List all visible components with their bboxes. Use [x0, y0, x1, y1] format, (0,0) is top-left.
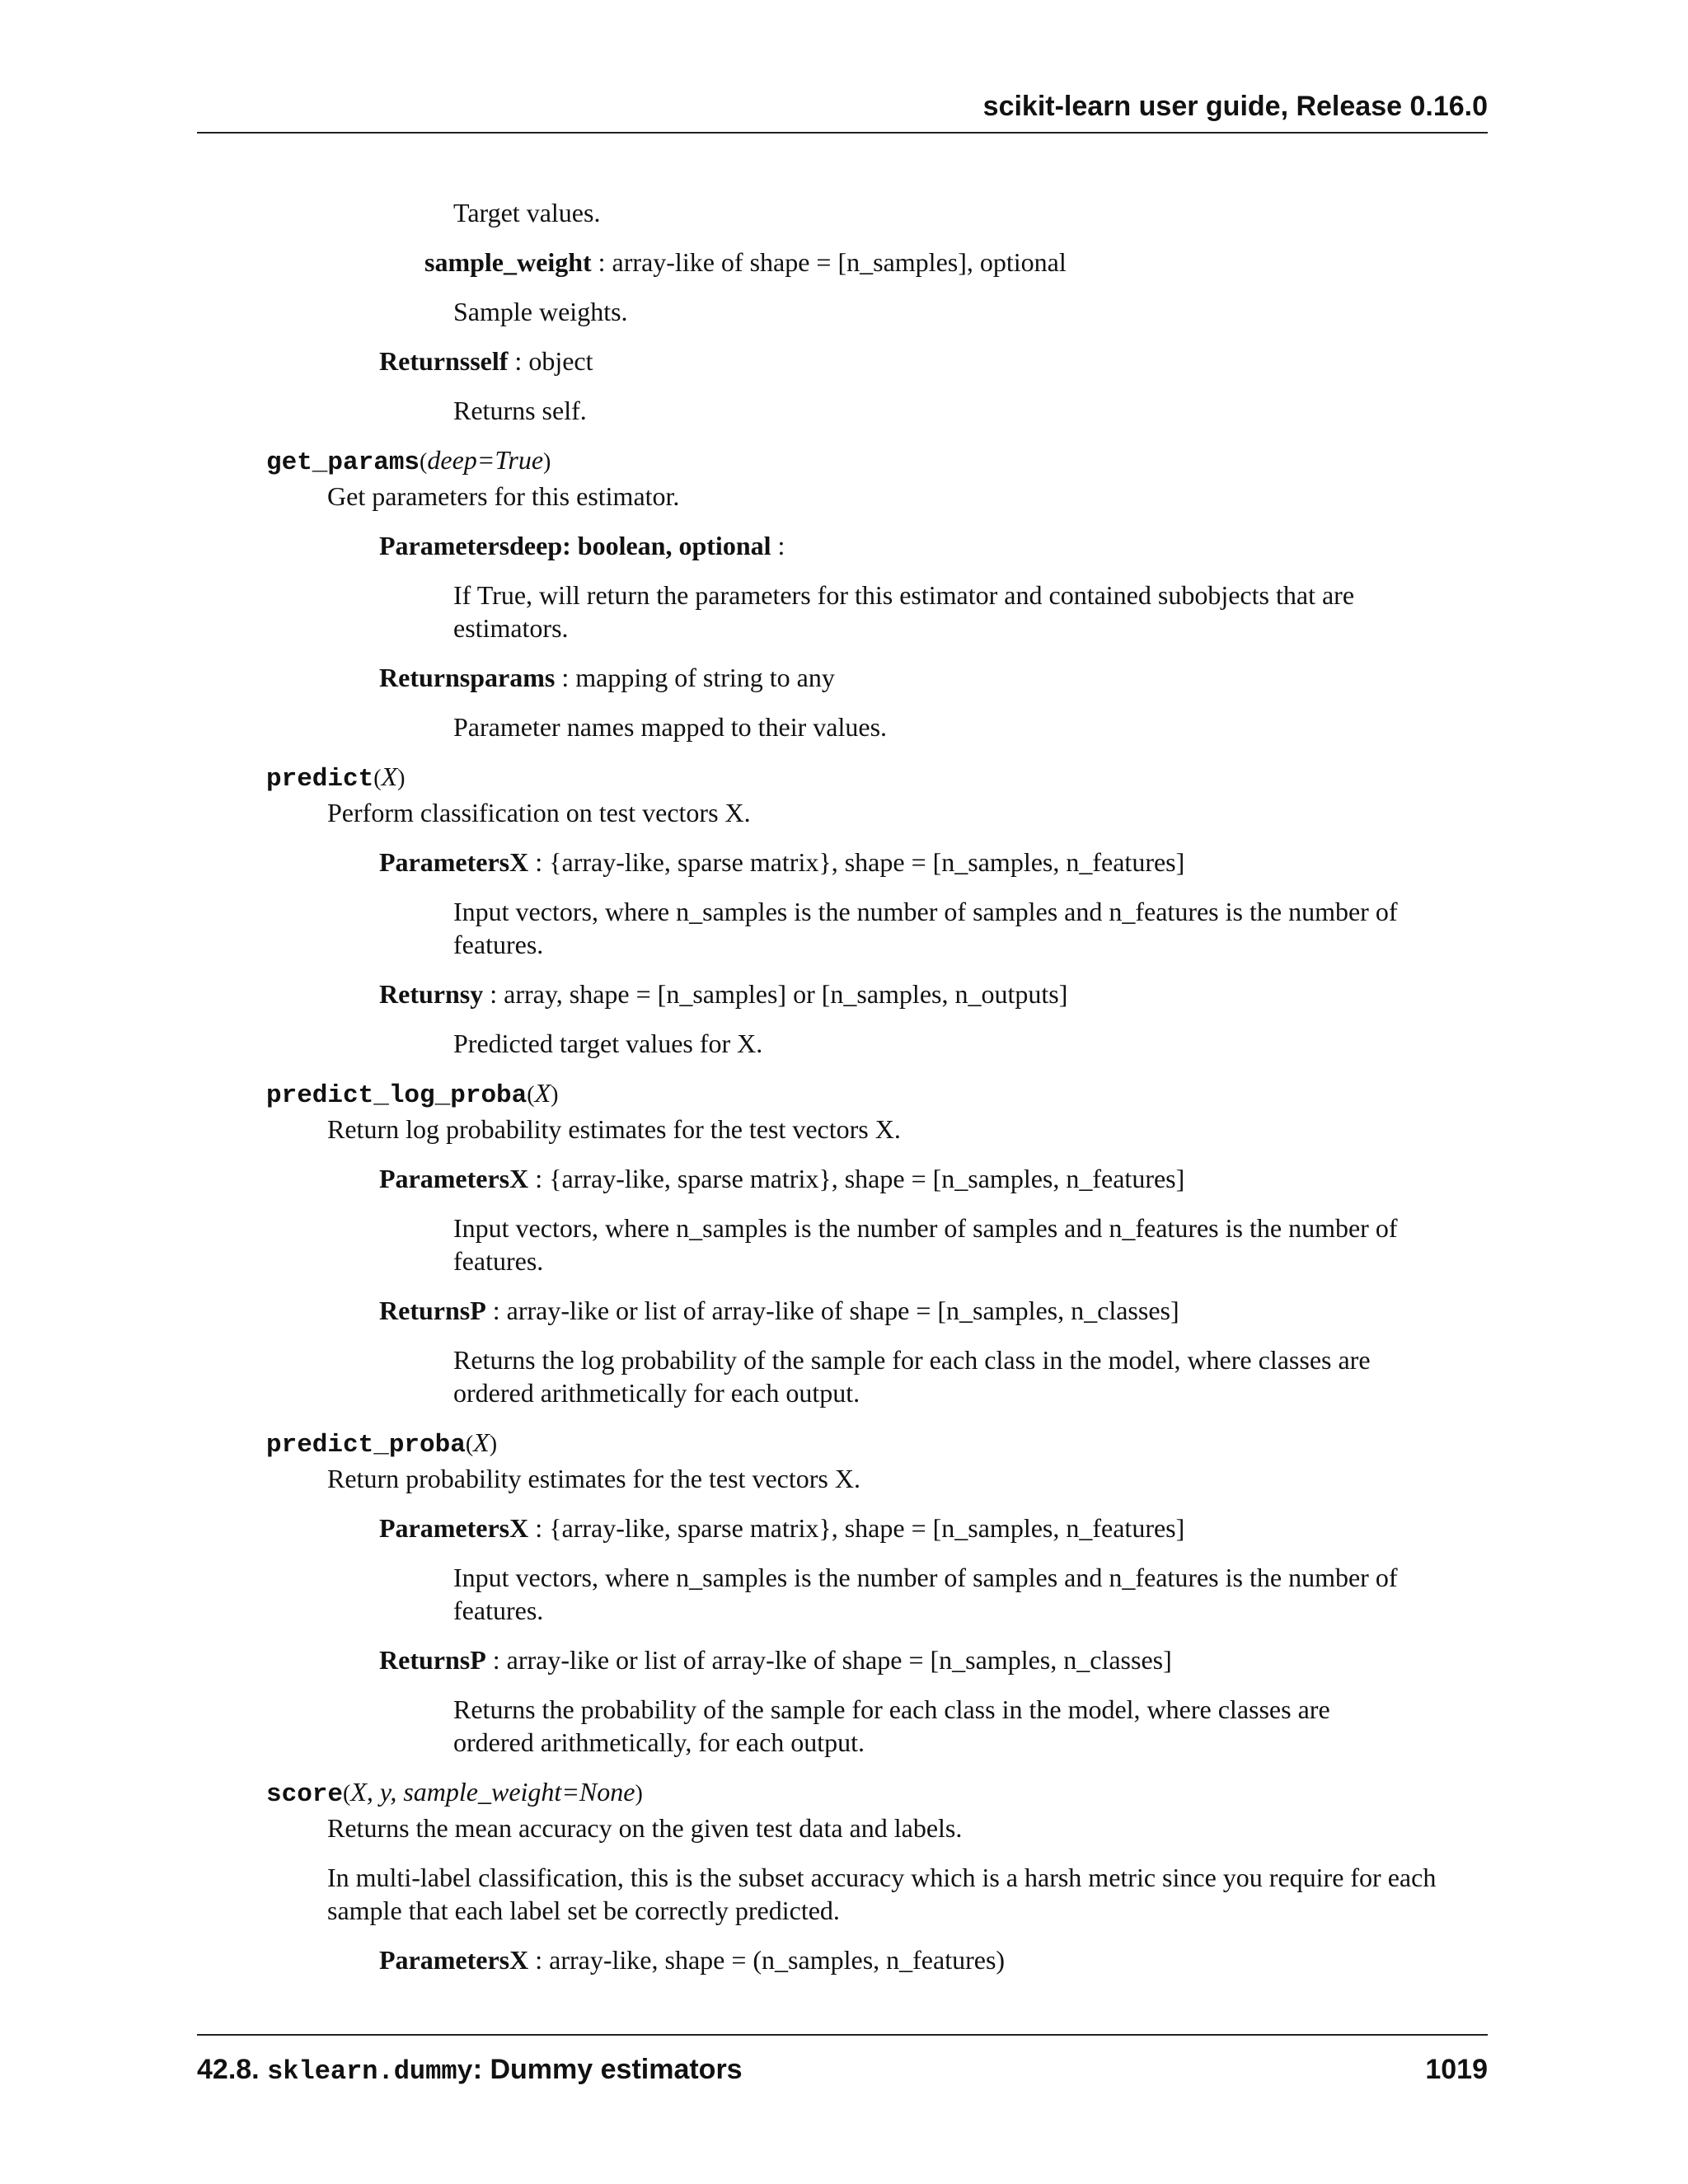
parameters-field — [379, 1511, 1688, 1544]
returns-field — [379, 344, 1688, 377]
returns-description: Predicted target values for X. — [453, 1029, 763, 1058]
field-type: : array-like or list of array-like of shape = [n_samples, n_classes] — [485, 1296, 1179, 1325]
method-args: X — [534, 1078, 551, 1108]
method-summary: Returns the mean accuracy on the given test data and labels. — [327, 1813, 963, 1843]
method-predict-proba — [0, 1426, 1688, 1775]
page-number: 1019 — [1425, 2054, 1488, 2085]
sample-weight-param — [424, 246, 1688, 279]
field-type: : {array-like, sparse matrix}, shape = [n_samples, n_features] — [528, 1164, 1185, 1193]
method-predict-log-proba — [0, 1076, 1688, 1426]
parameters-description: If True, will return the parameters for this estimator and contained subobjects that are estimators. — [453, 580, 1355, 643]
method-paragraph: In multi-label classification, this is the subset accuracy which is a harsh metric since you require for each sample that each label set be correctly predicted. — [327, 1863, 1437, 1925]
returns-field — [379, 977, 1688, 1010]
section-module: sklearn.dummy — [267, 2056, 473, 2087]
method-name: score — [266, 1780, 344, 1809]
param-name: sample_weight — [424, 247, 592, 277]
method-signature: predict(X) — [266, 762, 406, 794]
parameters-field — [379, 529, 1688, 562]
method-name: predict_log_proba — [266, 1081, 528, 1110]
field-label: ParametersX — [379, 1945, 529, 1975]
field-type: : {array-like, sparse matrix}, shape = [n_samples, n_features] — [528, 847, 1185, 877]
field-label: Returnsparams — [379, 663, 556, 692]
method-score — [0, 1775, 1688, 1976]
field-label: Parametersdeep: boolean, optional — [379, 531, 771, 560]
method-name: predict — [266, 765, 374, 794]
returns-description: Returns self. — [453, 396, 587, 425]
field-label: ReturnsP — [379, 1645, 486, 1675]
method-name: get_params — [266, 448, 420, 477]
field-label: ReturnsP — [379, 1296, 486, 1325]
field-label: ParametersX — [379, 1164, 529, 1193]
field-type: : object — [508, 346, 593, 376]
parameters-description: Input vectors, where n_samples is the number of samples and n_features is the number of features. — [453, 1563, 1398, 1625]
parameters-description: Input vectors, where n_samples is the number of samples and n_features is the number of features. — [453, 1213, 1398, 1276]
parameters-description: Input vectors, where n_samples is the number of samples and n_features is the number of features. — [453, 897, 1398, 959]
method-args: X — [381, 762, 398, 791]
field-label: ParametersX — [379, 1513, 529, 1543]
method-name: predict_proba — [266, 1431, 466, 1460]
field-type: : array-like, shape = (n_samples, n_features) — [528, 1945, 1006, 1975]
parameters-field — [379, 1943, 1688, 1976]
method-get-params — [0, 443, 1688, 760]
method-args: X, y, sample_weight=None — [350, 1777, 635, 1807]
y-description: Target values. — [453, 198, 601, 227]
method-signature: predict_proba(X) — [266, 1427, 498, 1460]
returns-description: Returns the log probability of the sample for each class in the model, where classes are ordered arithmetically for each output. — [453, 1345, 1371, 1408]
field-type: : array, shape = [n_samples] or [n_samples, n_outputs] — [483, 979, 1068, 1009]
method-signature: score(X, y, sample_weight=None) — [266, 1777, 643, 1809]
running-header — [197, 89, 1488, 134]
parameters-field — [379, 846, 1688, 879]
parameters-field — [379, 1162, 1688, 1195]
method-summary: Perform classification on test vectors X. — [327, 798, 751, 827]
page-footer — [197, 2034, 1488, 2085]
field-label: ParametersX — [379, 847, 529, 877]
returns-description: Returns the probability of the sample for each class in the model, where classes are ordered arithmetically, for each output. — [453, 1694, 1330, 1757]
section-number: 42.8. — [197, 2054, 260, 2085]
method-signature: get_params(deep=True) — [266, 445, 551, 477]
field-label: Returnsy — [379, 979, 484, 1009]
method-summary: Return log probability estimates for the test vectors X. — [327, 1114, 901, 1144]
method-predict — [0, 760, 1688, 1076]
field-type: : {array-like, sparse matrix}, shape = [n_samples, n_features] — [528, 1513, 1185, 1543]
header-title: scikit-learn user guide, Release 0.16.0 — [982, 91, 1488, 122]
method-signature: predict_log_proba(X) — [266, 1078, 559, 1110]
method-summary: Get parameters for this estimator. — [327, 481, 680, 511]
returns-description: Parameter names mapped to their values. — [453, 712, 888, 742]
section-title: : Dummy estimators — [472, 2054, 743, 2085]
field-label: Returnsself — [379, 346, 509, 376]
method-args: X — [473, 1427, 490, 1457]
field-type: : mapping of string to any — [555, 663, 835, 692]
param-type: : array-like of shape = [n_samples], optional — [591, 247, 1067, 277]
method-args: deep=True — [427, 445, 544, 475]
footer-section — [197, 2054, 743, 2087]
returns-field — [379, 661, 1688, 694]
field-type: : array-like or list of array-lke of shape = [n_samples, n_classes] — [485, 1645, 1172, 1675]
returns-field — [379, 1643, 1688, 1676]
field-type: : — [771, 531, 785, 560]
document-body — [0, 196, 1688, 1976]
sample-weight-description: Sample weights. — [453, 297, 628, 326]
returns-field — [379, 1294, 1688, 1327]
method-summary: Return probability estimates for the test vectors X. — [327, 1464, 860, 1493]
